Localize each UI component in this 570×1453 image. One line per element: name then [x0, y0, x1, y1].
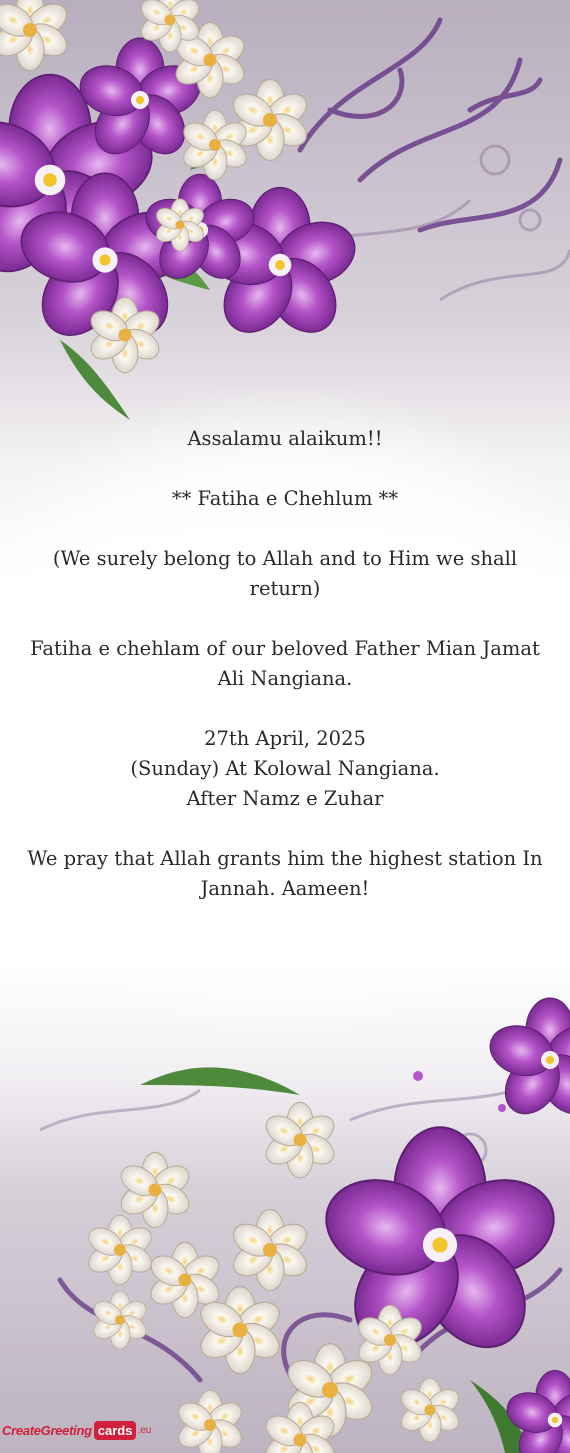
greeting: Assalamu alaikum!! [187, 427, 383, 450]
purple-flower-icon [0, 38, 363, 350]
invitation-message [20, 424, 550, 904]
gift-icon: cards [94, 1421, 137, 1440]
event-day-place: (Sunday) At Kolowal Nangiana. [130, 757, 440, 780]
event-time: After Namz e Zuhar [186, 787, 384, 810]
prayer: We pray that Allah grants him the highest station In Jannah. Aameen! [27, 847, 543, 900]
announcement: Fatiha e chehlam of our beloved Father Mian Jamat Ali Nangiana. [30, 637, 540, 690]
verse: (We surely belong to Allah and to Him we shall return) [52, 547, 518, 600]
watermark-logo[interactable] [2, 1410, 151, 1450]
event-title: ** Fatiha e Chehlum ** [171, 487, 399, 510]
watermark-suffix: .eu [137, 1424, 152, 1436]
watermark-brand: CreateGreeting [2, 1422, 92, 1438]
event-date: 27th April, 2025 [204, 727, 366, 750]
swirl-icon [300, 20, 560, 230]
